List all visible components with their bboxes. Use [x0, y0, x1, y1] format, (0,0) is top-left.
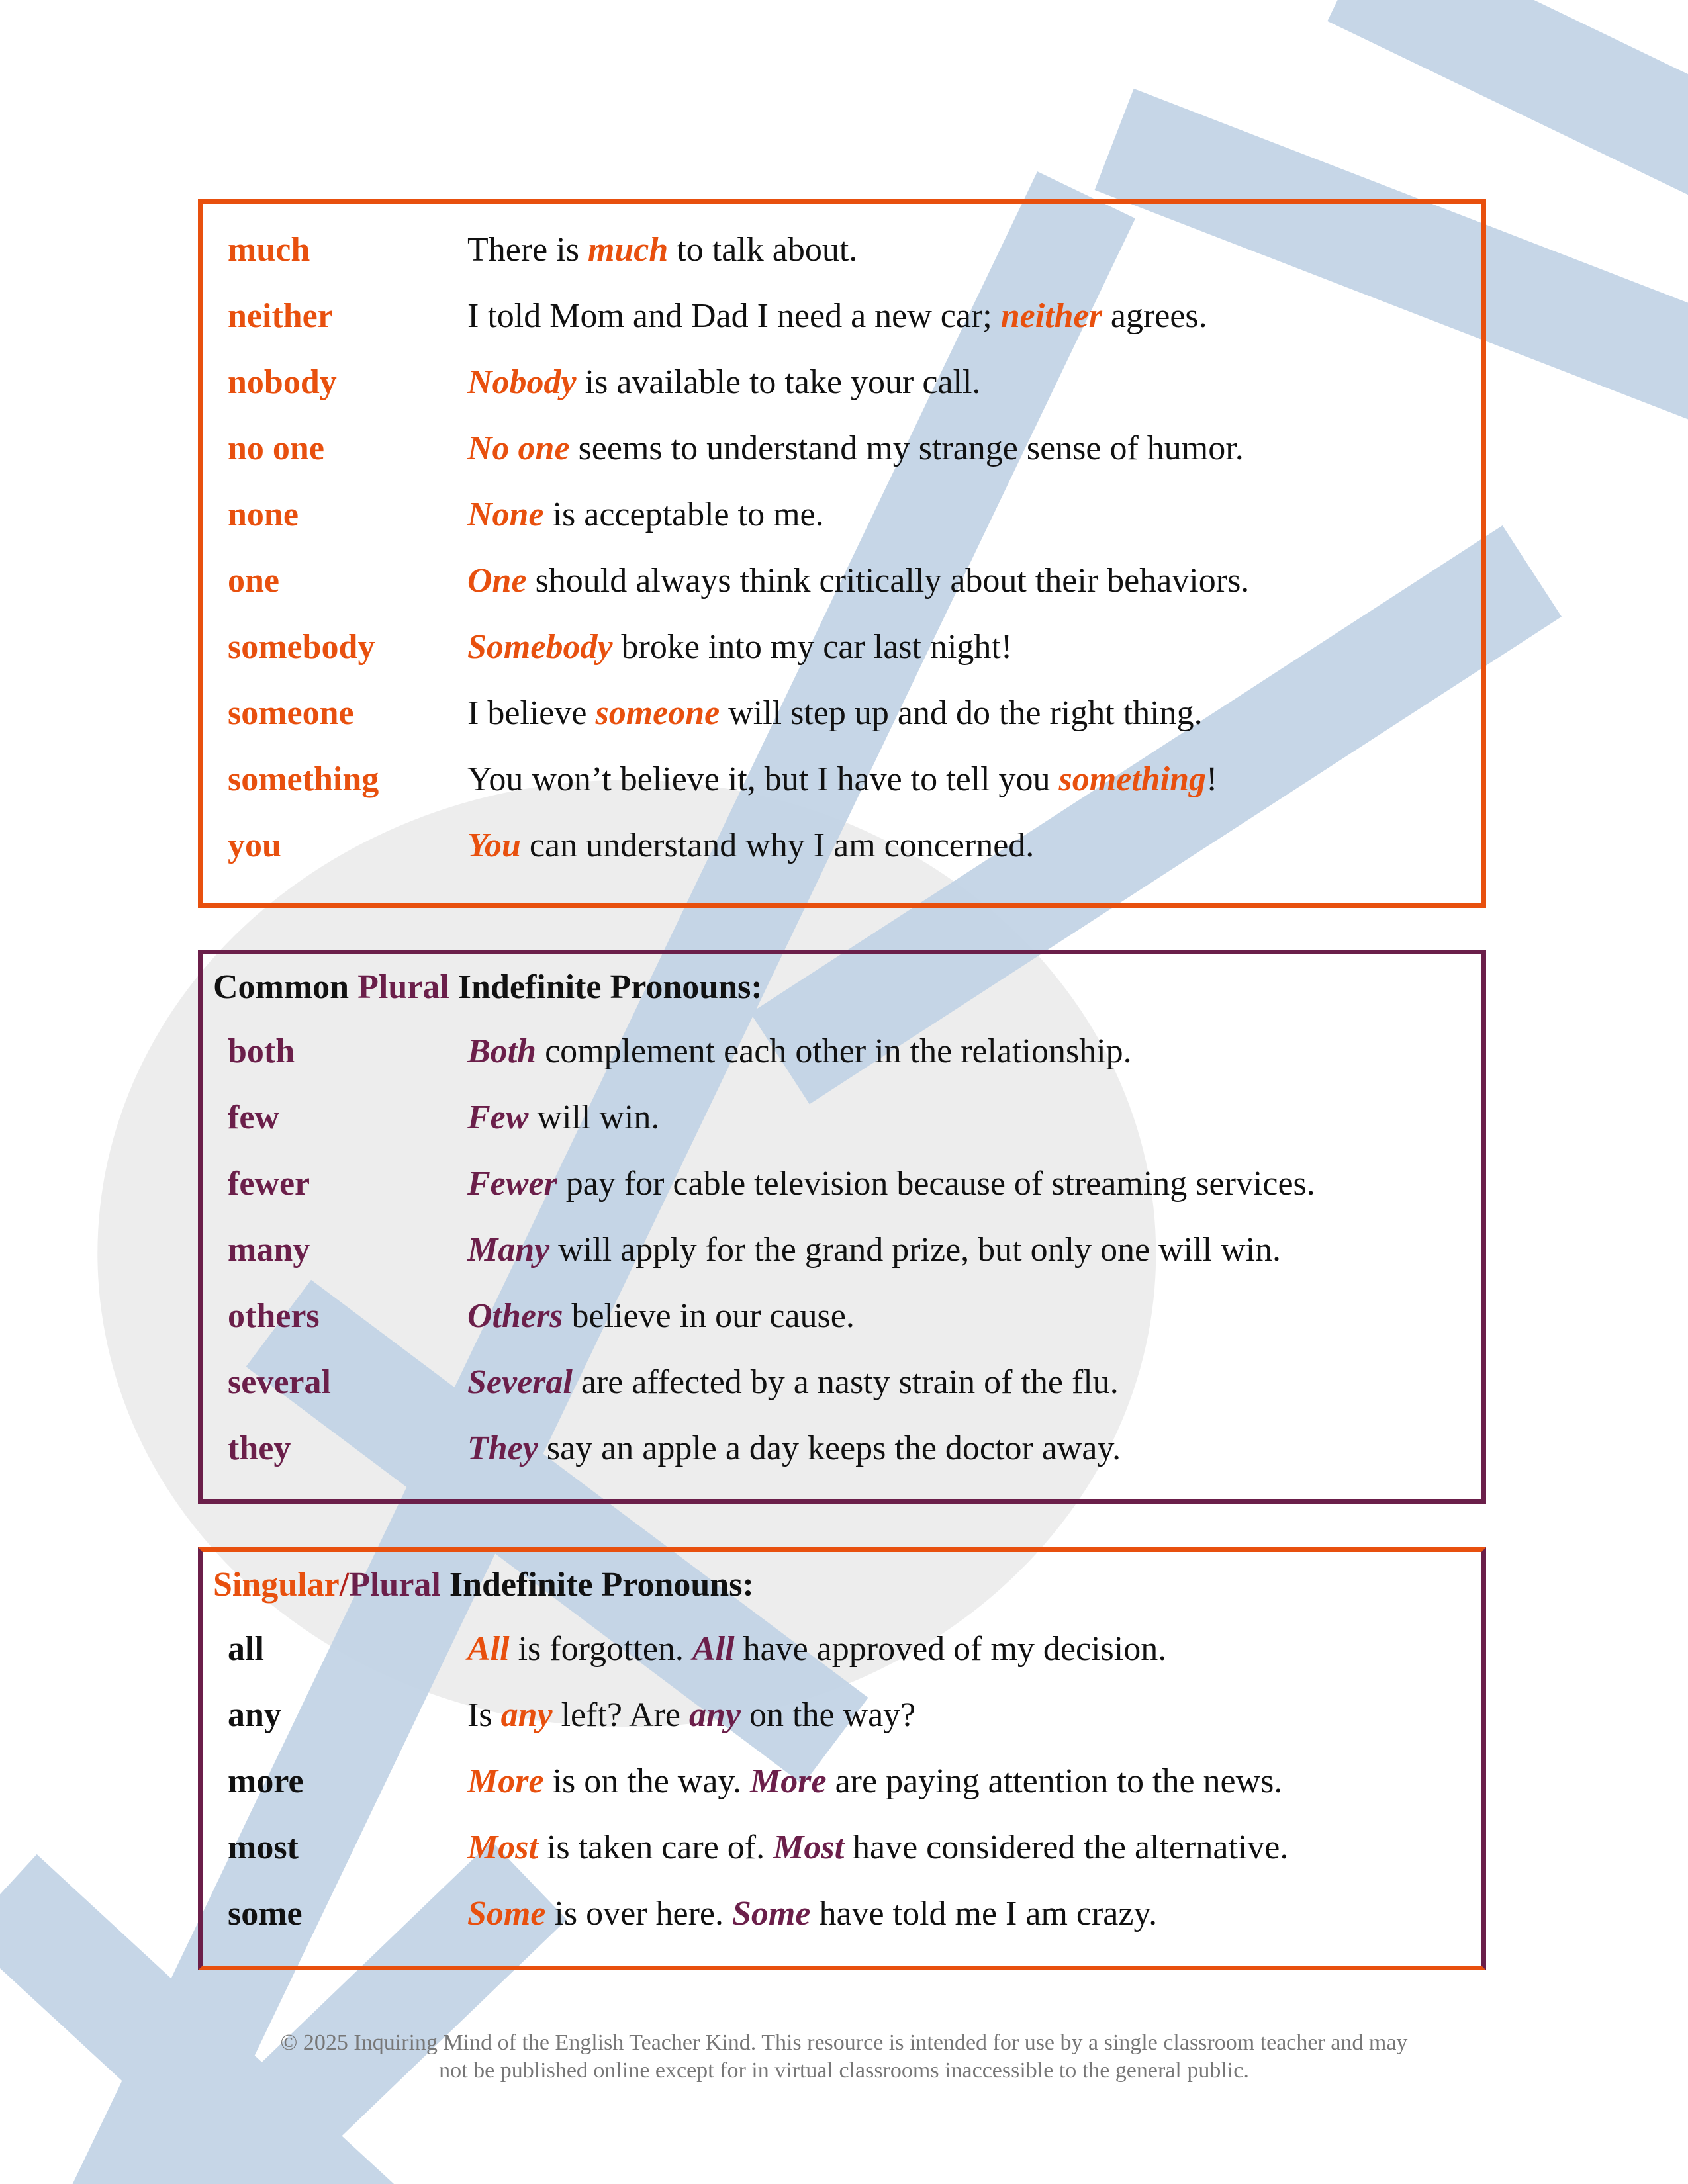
example-sentence: [467, 1349, 1119, 1416]
sentence-text: say an apple a day keeps the doctor away.: [538, 1430, 1121, 1467]
pronoun-term: you: [228, 827, 281, 864]
highlighted-pronoun: much: [587, 231, 669, 269]
heading-part: Common: [213, 968, 358, 1006]
pronoun-row: [203, 1085, 1481, 1151]
highlighted-pronoun: Both: [467, 1032, 537, 1070]
highlighted-pronoun: any: [689, 1696, 741, 1734]
example-sentence: [467, 548, 1249, 614]
heading-plural: Plural: [349, 1566, 441, 1604]
watermark-stripe: [1351, 0, 1688, 154]
sentence-text: agrees.: [1102, 297, 1207, 335]
pronoun-term: any: [228, 1696, 281, 1734]
example-sentence: [467, 482, 824, 548]
highlighted-pronoun: More: [467, 1762, 544, 1800]
sentence-text: seems to understand my strange sense of humor.: [569, 430, 1244, 467]
sentence-text: will win.: [528, 1099, 660, 1136]
singular-plural-pronouns-box: [198, 1547, 1486, 1970]
pronoun-term: nobody: [228, 363, 337, 401]
example-sentence: [467, 1019, 1132, 1085]
highlighted-pronoun: Some: [467, 1895, 546, 1933]
highlighted-pronoun: One: [467, 562, 527, 600]
pronoun-term: both: [228, 1032, 295, 1070]
highlighted-pronoun: Fewer: [467, 1165, 557, 1203]
highlighted-pronoun: Several: [467, 1363, 573, 1401]
example-sentence: [467, 1749, 1282, 1815]
pronoun-row: [203, 1151, 1481, 1217]
plural-heading: [213, 966, 763, 1009]
highlighted-pronoun: All: [467, 1630, 510, 1668]
sentence-text: I told Mom and Dad I need a new car;: [467, 297, 1001, 335]
heading-part: Indefinite Pronouns:: [449, 968, 763, 1006]
pronoun-row: [203, 283, 1481, 349]
highlighted-pronoun: Some: [732, 1895, 811, 1933]
pronoun-row: [203, 813, 1481, 879]
highlighted-pronoun: Others: [467, 1297, 563, 1335]
example-sentence: [467, 416, 1244, 482]
sentence-text: is acceptable to me.: [543, 496, 824, 533]
pronoun-term: somebody: [228, 628, 375, 666]
singular-pronouns-box: [198, 199, 1486, 908]
sentence-text: have considered the alternative.: [844, 1829, 1289, 1866]
pronoun-row: [203, 1749, 1481, 1815]
sentence-text: to talk about.: [668, 231, 858, 269]
pronoun-row: [203, 1815, 1481, 1881]
highlighted-pronoun: neither: [1000, 297, 1102, 335]
pronoun-row: [203, 1019, 1481, 1085]
highlighted-pronoun: someone: [595, 694, 720, 732]
highlighted-pronoun: something: [1058, 760, 1207, 798]
pronoun-row: [203, 1349, 1481, 1416]
footer-line: © 2025 Inquiring Mind of the English Teacher Kind. This resource is intended for use by a single classroom teacher and may: [280, 2030, 1408, 2055]
sentence-text: can understand why I am concerned.: [520, 827, 1035, 864]
sentence-text: are affected by a nasty strain of the flu.: [572, 1363, 1119, 1401]
footer-line: not be published online except for in virtual classrooms inaccessible to the general public.: [439, 2058, 1249, 2083]
example-sentence: [467, 1616, 1166, 1682]
example-sentence: [467, 217, 857, 283]
sentence-text: broke into my car last night!: [612, 628, 1013, 666]
example-sentence: [467, 1881, 1157, 1947]
example-sentence: [467, 1416, 1121, 1482]
sentence-text: is taken care of.: [538, 1829, 774, 1866]
sentence-text: should always think critically about their behaviors.: [526, 562, 1250, 600]
highlighted-pronoun: Somebody: [467, 628, 613, 666]
pronoun-row: [203, 614, 1481, 680]
pronoun-row: [203, 1881, 1481, 1947]
copyright-footer: [132, 2029, 1556, 2085]
pronoun-term: someone: [228, 694, 354, 732]
example-sentence: [467, 1151, 1315, 1217]
example-sentence: [467, 1283, 855, 1349]
pronoun-term: one: [228, 562, 279, 600]
pronoun-row: [203, 548, 1481, 614]
sentence-text: believe in our cause.: [563, 1297, 855, 1335]
pronoun-term: most: [228, 1829, 299, 1866]
heading-slash: /: [339, 1566, 350, 1604]
highlighted-pronoun: Nobody: [467, 363, 577, 401]
sentence-text: left? Are: [552, 1696, 690, 1734]
example-sentence: [467, 283, 1207, 349]
pronoun-term: some: [228, 1895, 303, 1933]
pronoun-row: [203, 482, 1481, 548]
singular-plural-heading: [213, 1564, 754, 1606]
sentence-text: Is: [467, 1696, 501, 1734]
sentence-text: is over here.: [545, 1895, 733, 1933]
example-sentence: [467, 747, 1217, 813]
highlighted-pronoun: any: [500, 1696, 553, 1734]
pronoun-term: more: [228, 1762, 304, 1800]
highlighted-pronoun: Many: [467, 1231, 550, 1269]
pronoun-term: they: [228, 1430, 291, 1467]
pronoun-row: [203, 217, 1481, 283]
pronoun-row: [203, 1682, 1481, 1749]
heading-plural: Plural: [357, 968, 449, 1006]
heading-singular: Singular: [213, 1566, 340, 1604]
sentence-text: complement each other in the relationship.: [536, 1032, 1132, 1070]
example-sentence: [467, 1217, 1281, 1283]
pronoun-row: [203, 747, 1481, 813]
sentence-text: will step up and do the right thing.: [720, 694, 1203, 732]
pronoun-term: fewer: [228, 1165, 310, 1203]
sentence-text: You won’t believe it, but I have to tell you: [467, 760, 1059, 798]
sentence-text: on the way?: [741, 1696, 916, 1734]
pronoun-term: no one: [228, 430, 324, 467]
sentence-text: !: [1206, 760, 1218, 798]
sentence-text: is on the way.: [543, 1762, 751, 1800]
heading-part: Indefinite Pronouns:: [440, 1566, 754, 1604]
pronoun-row: [203, 680, 1481, 747]
example-sentence: [467, 1815, 1288, 1881]
sentence-text: I believe: [467, 694, 596, 732]
sentence-text: will apply for the grand prize, but only one will win.: [549, 1231, 1282, 1269]
pronoun-term: others: [228, 1297, 320, 1335]
pronoun-row: [203, 1283, 1481, 1349]
plural-pronouns-box: [198, 950, 1486, 1504]
highlighted-pronoun: You: [467, 827, 521, 864]
highlighted-pronoun: Most: [467, 1829, 538, 1866]
pronoun-term: many: [228, 1231, 310, 1269]
example-sentence: [467, 680, 1203, 747]
highlighted-pronoun: They: [467, 1430, 538, 1467]
highlighted-pronoun: More: [750, 1762, 827, 1800]
example-sentence: [467, 1085, 659, 1151]
pronoun-row: [203, 1616, 1481, 1682]
pronoun-term: something: [228, 760, 379, 798]
sentence-text: have told me I am crazy.: [810, 1895, 1158, 1933]
sentence-text: are paying attention to the news.: [826, 1762, 1283, 1800]
pronoun-term: all: [228, 1630, 264, 1668]
pronoun-row: [203, 349, 1481, 416]
pronoun-term: none: [228, 496, 299, 533]
pronoun-row: [203, 416, 1481, 482]
example-sentence: [467, 614, 1012, 680]
sentence-text: is forgotten.: [509, 1630, 692, 1668]
pronoun-term: neither: [228, 297, 333, 335]
sentence-text: There is: [467, 231, 588, 269]
highlighted-pronoun: No one: [467, 430, 570, 467]
sentence-text: pay for cable television because of streaming services.: [557, 1165, 1315, 1203]
pronoun-term: few: [228, 1099, 279, 1136]
sentence-text: have approved of my decision.: [734, 1630, 1167, 1668]
example-sentence: [467, 1682, 915, 1749]
highlighted-pronoun: All: [692, 1630, 735, 1668]
pronoun-term: several: [228, 1363, 331, 1401]
highlighted-pronoun: Few: [467, 1099, 529, 1136]
example-sentence: [467, 813, 1034, 879]
sentence-text: is available to take your call.: [576, 363, 981, 401]
highlighted-pronoun: Most: [773, 1829, 845, 1866]
pronoun-row: [203, 1416, 1481, 1482]
highlighted-pronoun: None: [467, 496, 544, 533]
pronoun-row: [203, 1217, 1481, 1283]
example-sentence: [467, 349, 980, 416]
pronoun-term: much: [228, 231, 310, 269]
